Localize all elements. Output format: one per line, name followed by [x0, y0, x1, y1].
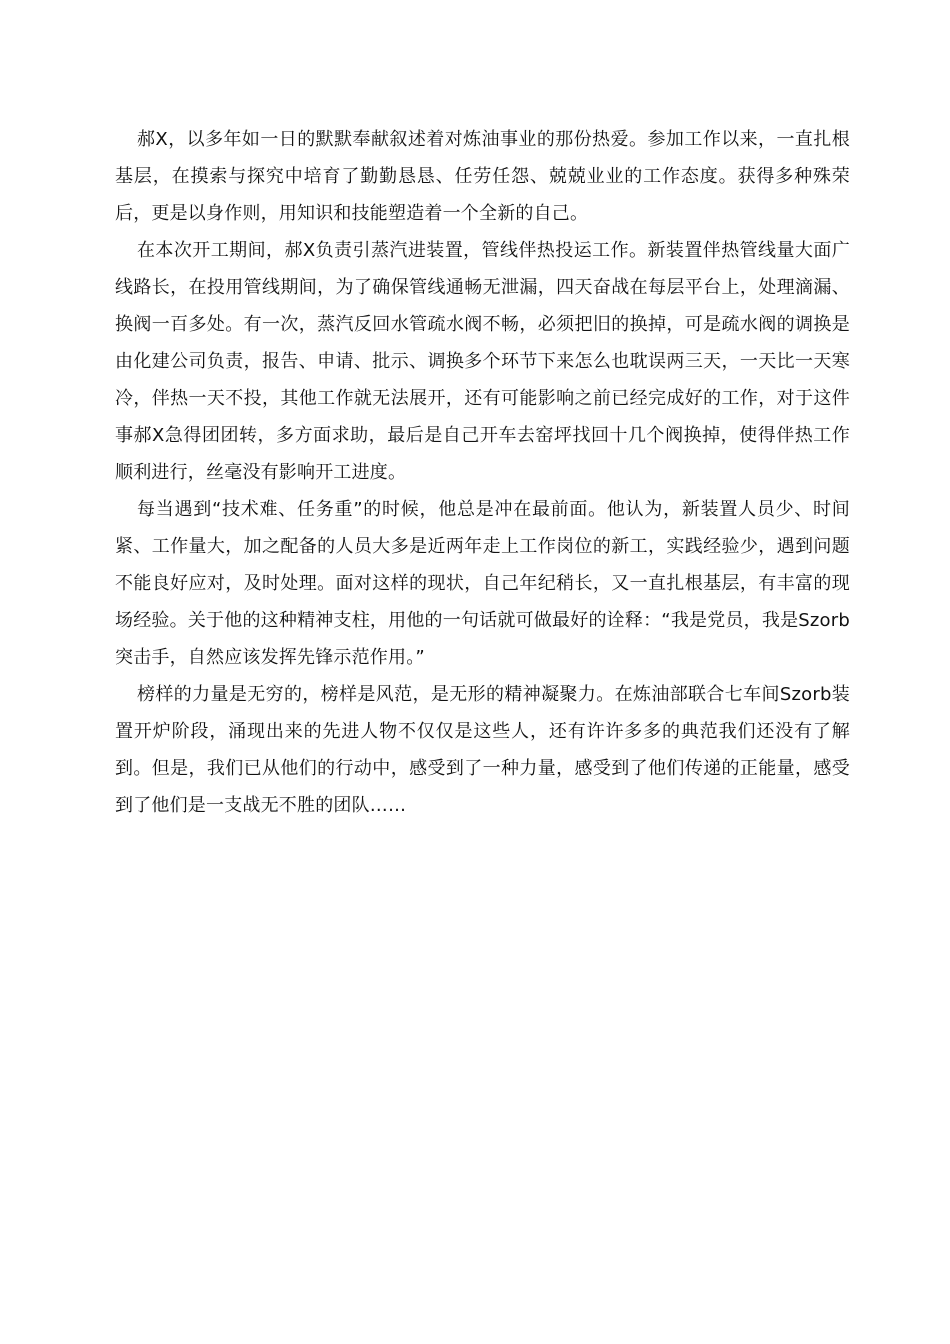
- paragraph-1: 郝X，以多年如一日的默默奉献叙述着对炼油事业的那份热爱。参加工作以来，一直扎根基层，在摸索与探究中培育了勤勤恳恳、任劳任怨、兢兢业业的工作态度。获得多种殊荣后，更是以身作则，用知识和技能塑造着一个全新的自己。: [115, 129, 850, 224]
- paragraph-3: 每当遇到“技术难、任务重”的时候，他总是冲在最前面。他认为，新装置人员少、时间紧、工作量大，加之配备的人员大多是近两年走上工作岗位的新工，实践经验少，遇到问题不能良好应对，及时处理。面对这样的现状，自己年纪稍长，又一直扎根基层，有丰富的现场经验。关于他的这种精神支柱，用他的一句话就可做最好的诠释：“我是党员，我是Szorb突击手，自然应该发挥先锋示范作用。”: [115, 499, 850, 668]
- paragraph-4: 榜样的力量是无穷的，榜样是风范，是无形的精神凝聚力。在炼油部联合七车间Szorb装置开炉阶段，涌现出来的先进人物不仅仅是这些人，还有许许多多的典范我们还没有了解到。但是，我们已从他们的行动中，感受到了一种力量，感受到了他们传递的正能量，感受到了他们是一支战无不胜的团队……: [115, 684, 850, 816]
- paragraph-2: 在本次开工期间，郝X负责引蒸汽进装置，管线伴热投运工作。新装置伴热管线量大面广线路长，在投用管线期间，为了确保管线通畅无泄漏，四天奋战在每层平台上，处理滴漏、换阀一百多处。有一次，蒸汽反回水管疏水阀不畅，必须把旧的换掉，可是疏水阀的调换是由化建公司负责，报告、申请、批示、调换多个环节下来怎么也耽误两三天，一天比一天寒冷，伴热一天不投，其他工作就无法展开，还有可能影响之前已经完成好的工作，对于这件事郝X急得团团转，多方面求助，最后是自己开车去窑坪找回十几个阀换掉，使得伴热工作顺利进行，丝毫没有影响开工进度。: [115, 240, 850, 483]
- document-body: [115, 121, 850, 824]
